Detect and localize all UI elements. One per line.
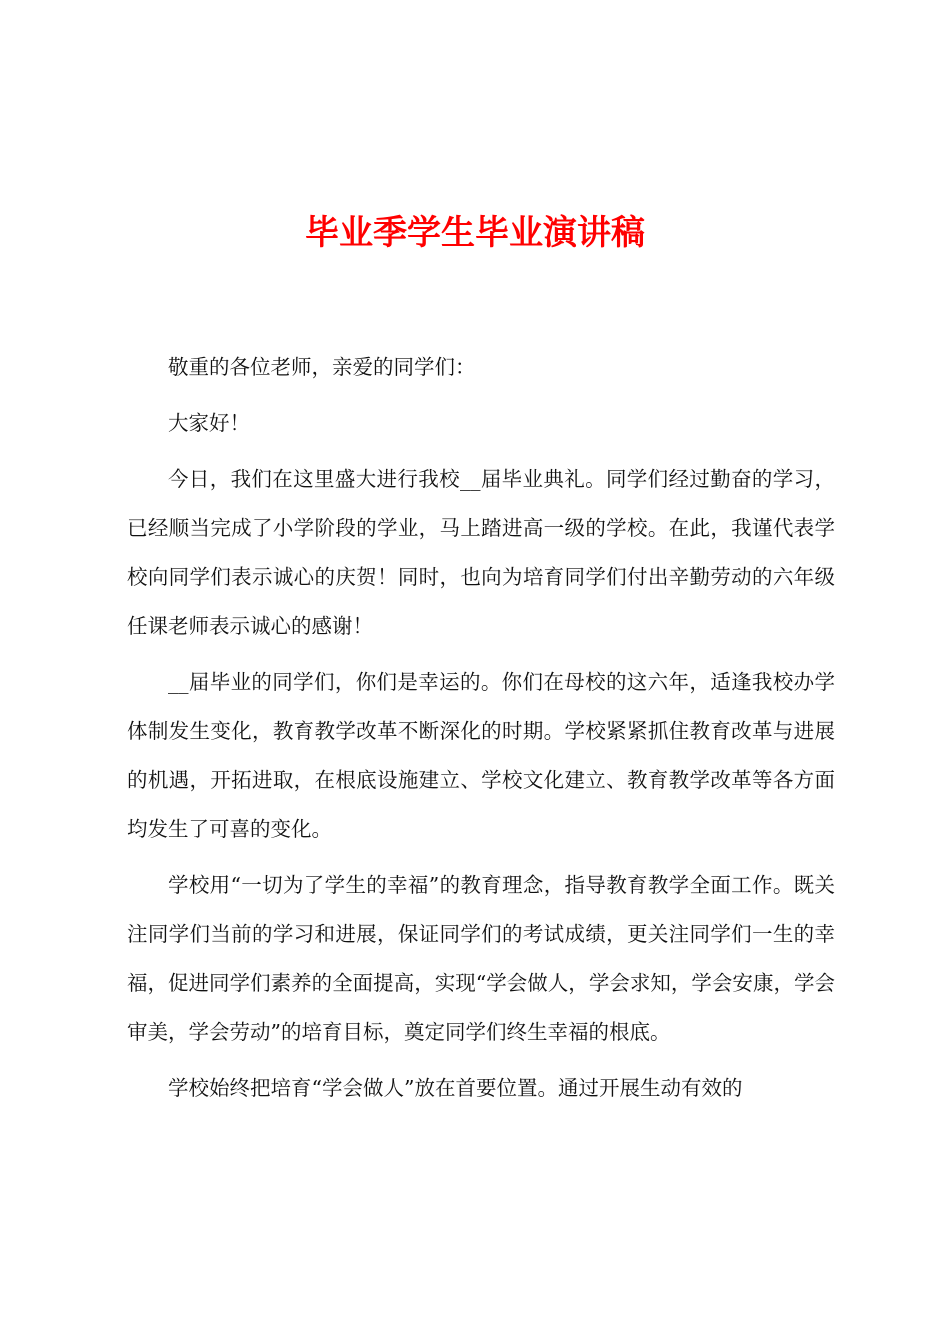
paragraph-graduates: __届毕业的同学们，你们是幸运的。你们在母校的这六年，适逢我校办学体制发生变化，教育教学改革不断深化的时期。学校紧紧抓住教育改革与进展的机遇，开拓进取，在根底设施建立、学校文化建立、教育教学改革等各方面均发生了可喜的变化。 [127, 670, 835, 841]
paragraph-cultivation: 学校始终把培育“学会做人”放在首要位置。通过开展生动有效的 [168, 1076, 743, 1100]
paragraph-salutation: 敬重的各位老师，亲爱的同学们： [168, 355, 476, 379]
paragraph-ceremony: 今日，我们在这里盛大进行我校__届毕业典礼。同学们经过勤奋的学习，已经顺当完成了小学阶段的学业，马上踏进高一级的学校。在此，我谨代表学校向同学们表示诚心的庆贺！同时，也向为培育同学们付出辛勤劳动的六年级任课老师表示诚心的感谢！ [127, 467, 835, 638]
paragraph-greeting: 大家好！ [168, 411, 250, 435]
document-body [127, 343, 835, 1120]
paragraph-philosophy: 学校用“一切为了学生的幸福”的教育理念，指导教育教学全面工作。既关注同学们当前的学习和进展，保证同学们的考试成绩，更关注同学们一生的幸福，促进同学们素养的全面提高，实现“学会做人，学会求知，学会安康，学会审美，学会劳动”的培育目标，奠定同学们终生幸福的根底。 [127, 873, 835, 1044]
document-title: 毕业季学生毕业演讲稿 [305, 213, 645, 253]
